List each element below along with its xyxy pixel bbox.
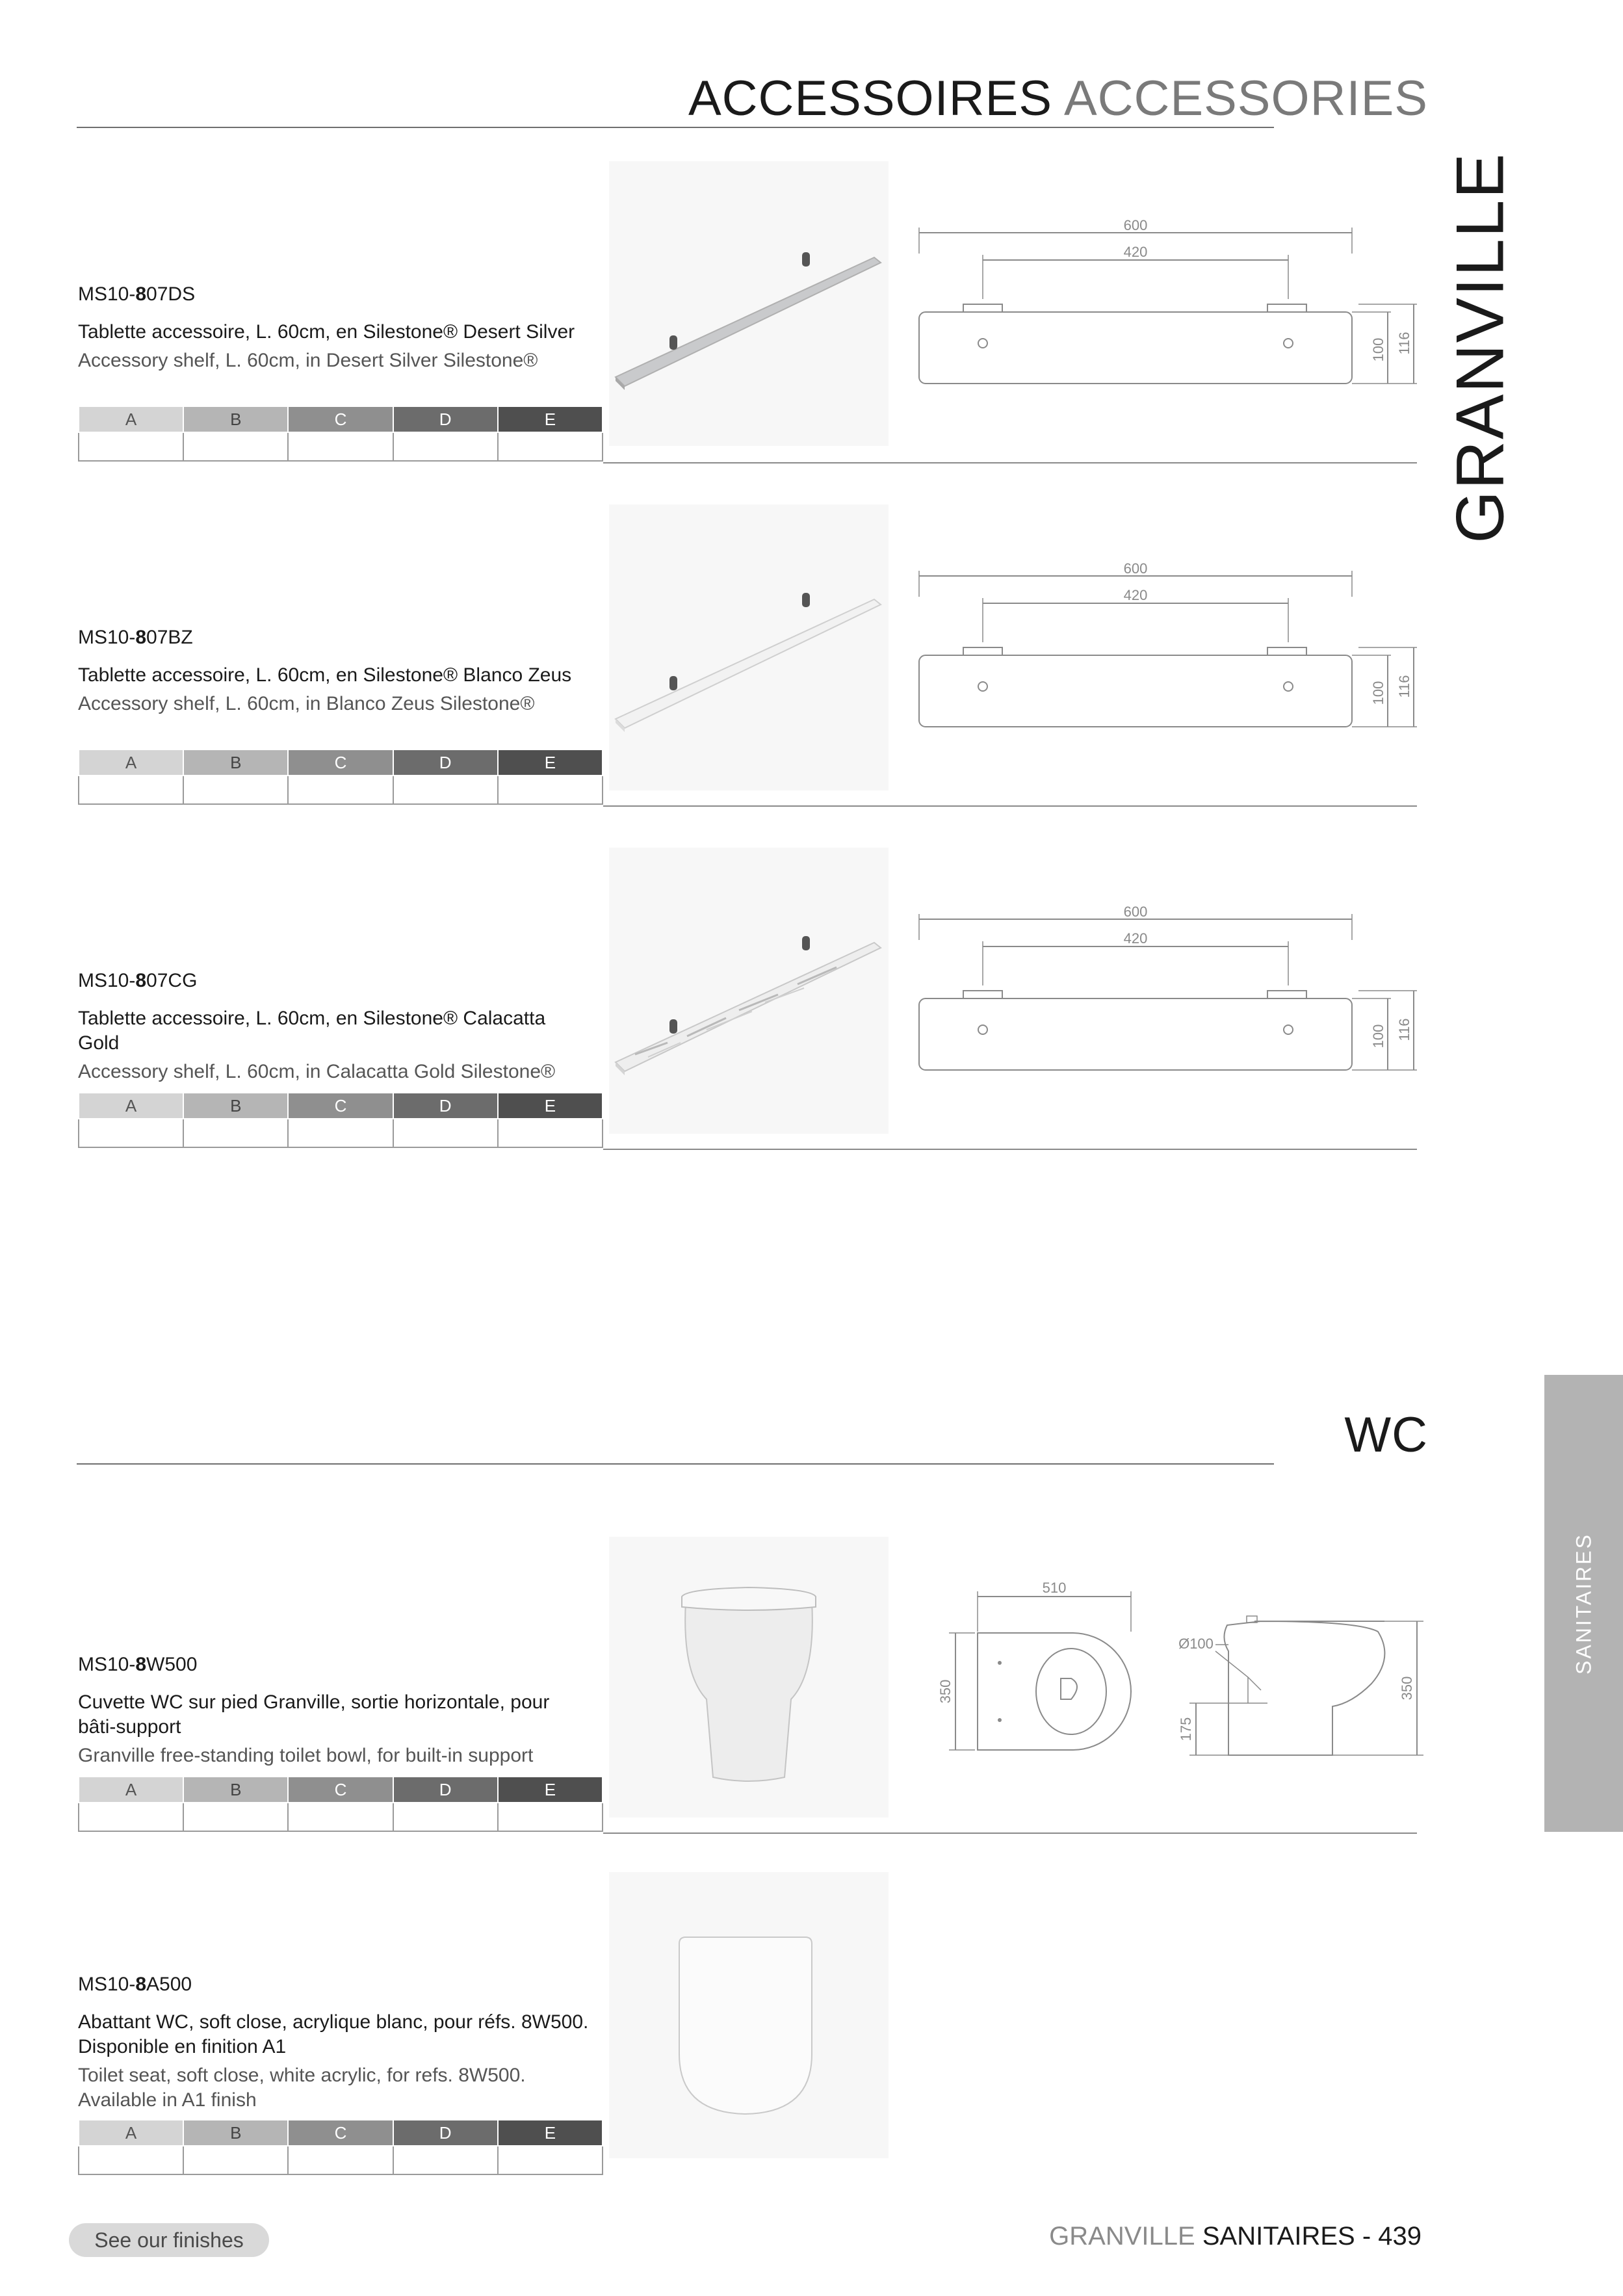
dim-depth: 100 [1370,337,1386,362]
see-finishes-label: See our finishes [94,2228,244,2252]
finish-table [78,749,603,805]
wc-rule [77,1463,1274,1465]
product-desc-en: Accessory shelf, L. 60cm, in Desert Silver Silestone® [78,350,538,371]
finish-c[interactable]: C [288,2120,393,2146]
brand-vertical-text: GRANVILLE [1442,152,1518,543]
dim-overall: 600 [1123,217,1148,233]
product-ms10-8w500 [78,1654,1417,1768]
finish-e[interactable]: E [498,406,603,432]
finish-d[interactable]: D [393,2120,498,2146]
product-divider [603,805,1417,807]
finish-e[interactable]: E [498,750,603,776]
finish-table [78,406,603,462]
product-desc-en: Accessory shelf, L. 60cm, in Blanco Zeus Silestone® [78,693,535,714]
product-ms10-8a500 [78,1974,1417,2113]
finish-a[interactable]: A [79,2120,183,2146]
side-tab-sanitaires[interactable] [1544,1375,1623,1832]
dim-height-side: 350 [1399,1676,1415,1701]
finish-b[interactable]: B [183,406,288,432]
product-desc-fr: Tablette accessoire, L. 60cm, en Silestone® Desert Silver [78,321,575,343]
finish-b[interactable]: B [183,750,288,776]
product-desc-en: Toilet seat, soft close, white acrylic, for refs. 8W500. Available in A1 finish [78,2065,526,2111]
finish-c[interactable]: C [288,750,393,776]
dim-depth: 100 [1370,1024,1386,1049]
product-ref: MS10-807BZ [78,627,193,648]
finish-c[interactable]: C [288,1777,393,1803]
dim-total: 116 [1396,332,1412,355]
dim-total: 116 [1396,675,1412,698]
finish-e[interactable]: E [498,1093,603,1119]
finish-c[interactable]: C [288,1093,393,1119]
finish-d[interactable]: D [393,1093,498,1119]
see-finishes-button[interactable] [69,2223,269,2257]
product-desc-en: Granville free-standing toilet bowl, for built-in support [78,1745,534,1766]
product-ref: MS10-807DS [78,283,196,305]
product-divider [603,1833,1417,1834]
finish-a[interactable]: A [79,750,183,776]
product-desc-en: Accessory shelf, L. 60cm, in Calacatta Gold Silestone® [78,1061,556,1082]
dim-outlet-diameter: Ø100 [1178,1636,1214,1652]
product-ms10-807cg [78,970,1417,1084]
product-desc-fr: Abattant WC, soft close, acrylique blanc, pour réfs. 8W500. Disponible en finition A1 [78,2011,589,2057]
dim-height: 350 [937,1679,954,1704]
product-ms10-807ds [78,283,1417,373]
finish-table [78,2119,603,2175]
product-ref: MS10-8A500 [78,1974,192,1995]
dim-overall: 600 [1123,904,1148,920]
finish-table [78,1776,603,1832]
brand-vertical [1442,146,1520,549]
title-fr: ACCESSOIRES [688,71,1053,126]
dim-total: 116 [1396,1018,1412,1041]
finish-d[interactable]: D [393,750,498,776]
footer-section: SANITAIRES [1202,2222,1355,2250]
product-divider [603,1149,1417,1150]
finish-b[interactable]: B [183,2120,288,2146]
finish-a[interactable]: A [79,1093,183,1119]
finish-b[interactable]: B [183,1093,288,1119]
finish-d[interactable]: D [393,1777,498,1803]
dim-holes: 420 [1123,930,1148,946]
finish-b[interactable]: B [183,1777,288,1803]
footer-brand: GRANVILLE [1049,2222,1195,2250]
dim-outlet-height: 175 [1178,1717,1194,1742]
product-ms10-807bz [78,627,1417,716]
header-rule [77,127,1274,128]
product-ref: MS10-8W500 [78,1654,198,1675]
finish-d[interactable]: D [393,406,498,432]
product-desc-fr: Cuvette WC sur pied Granville, sortie horizontale, pour bâti-support [78,1691,550,1738]
side-tab-label: SANITAIRES [1572,1532,1595,1675]
dim-depth: 100 [1370,681,1386,705]
page-footer [1049,2222,1422,2251]
dim-length: 510 [1042,1580,1067,1596]
finish-e[interactable]: E [498,2120,603,2146]
product-divider [603,462,1417,463]
product-desc-fr: Tablette accessoire, L. 60cm, en Silestone® Calacatta Gold [78,1008,546,1054]
title-en: ACCESSORIES [1063,71,1428,126]
dim-holes: 420 [1123,587,1148,603]
dim-holes: 420 [1123,244,1148,260]
wc-title: WC [1344,1407,1428,1463]
finish-table [78,1092,603,1148]
finish-a[interactable]: A [79,1777,183,1803]
finish-c[interactable]: C [288,406,393,432]
product-desc-fr: Tablette accessoire, L. 60cm, en Silestone® Blanco Zeus [78,664,572,686]
page-title [688,70,1428,127]
product-ref: MS10-807CG [78,970,198,991]
page-number: - 439 [1362,2222,1422,2250]
dim-overall: 600 [1123,560,1148,577]
section-title-wc [1344,1407,1428,1463]
finish-a[interactable]: A [79,406,183,432]
finish-e[interactable]: E [498,1777,603,1803]
